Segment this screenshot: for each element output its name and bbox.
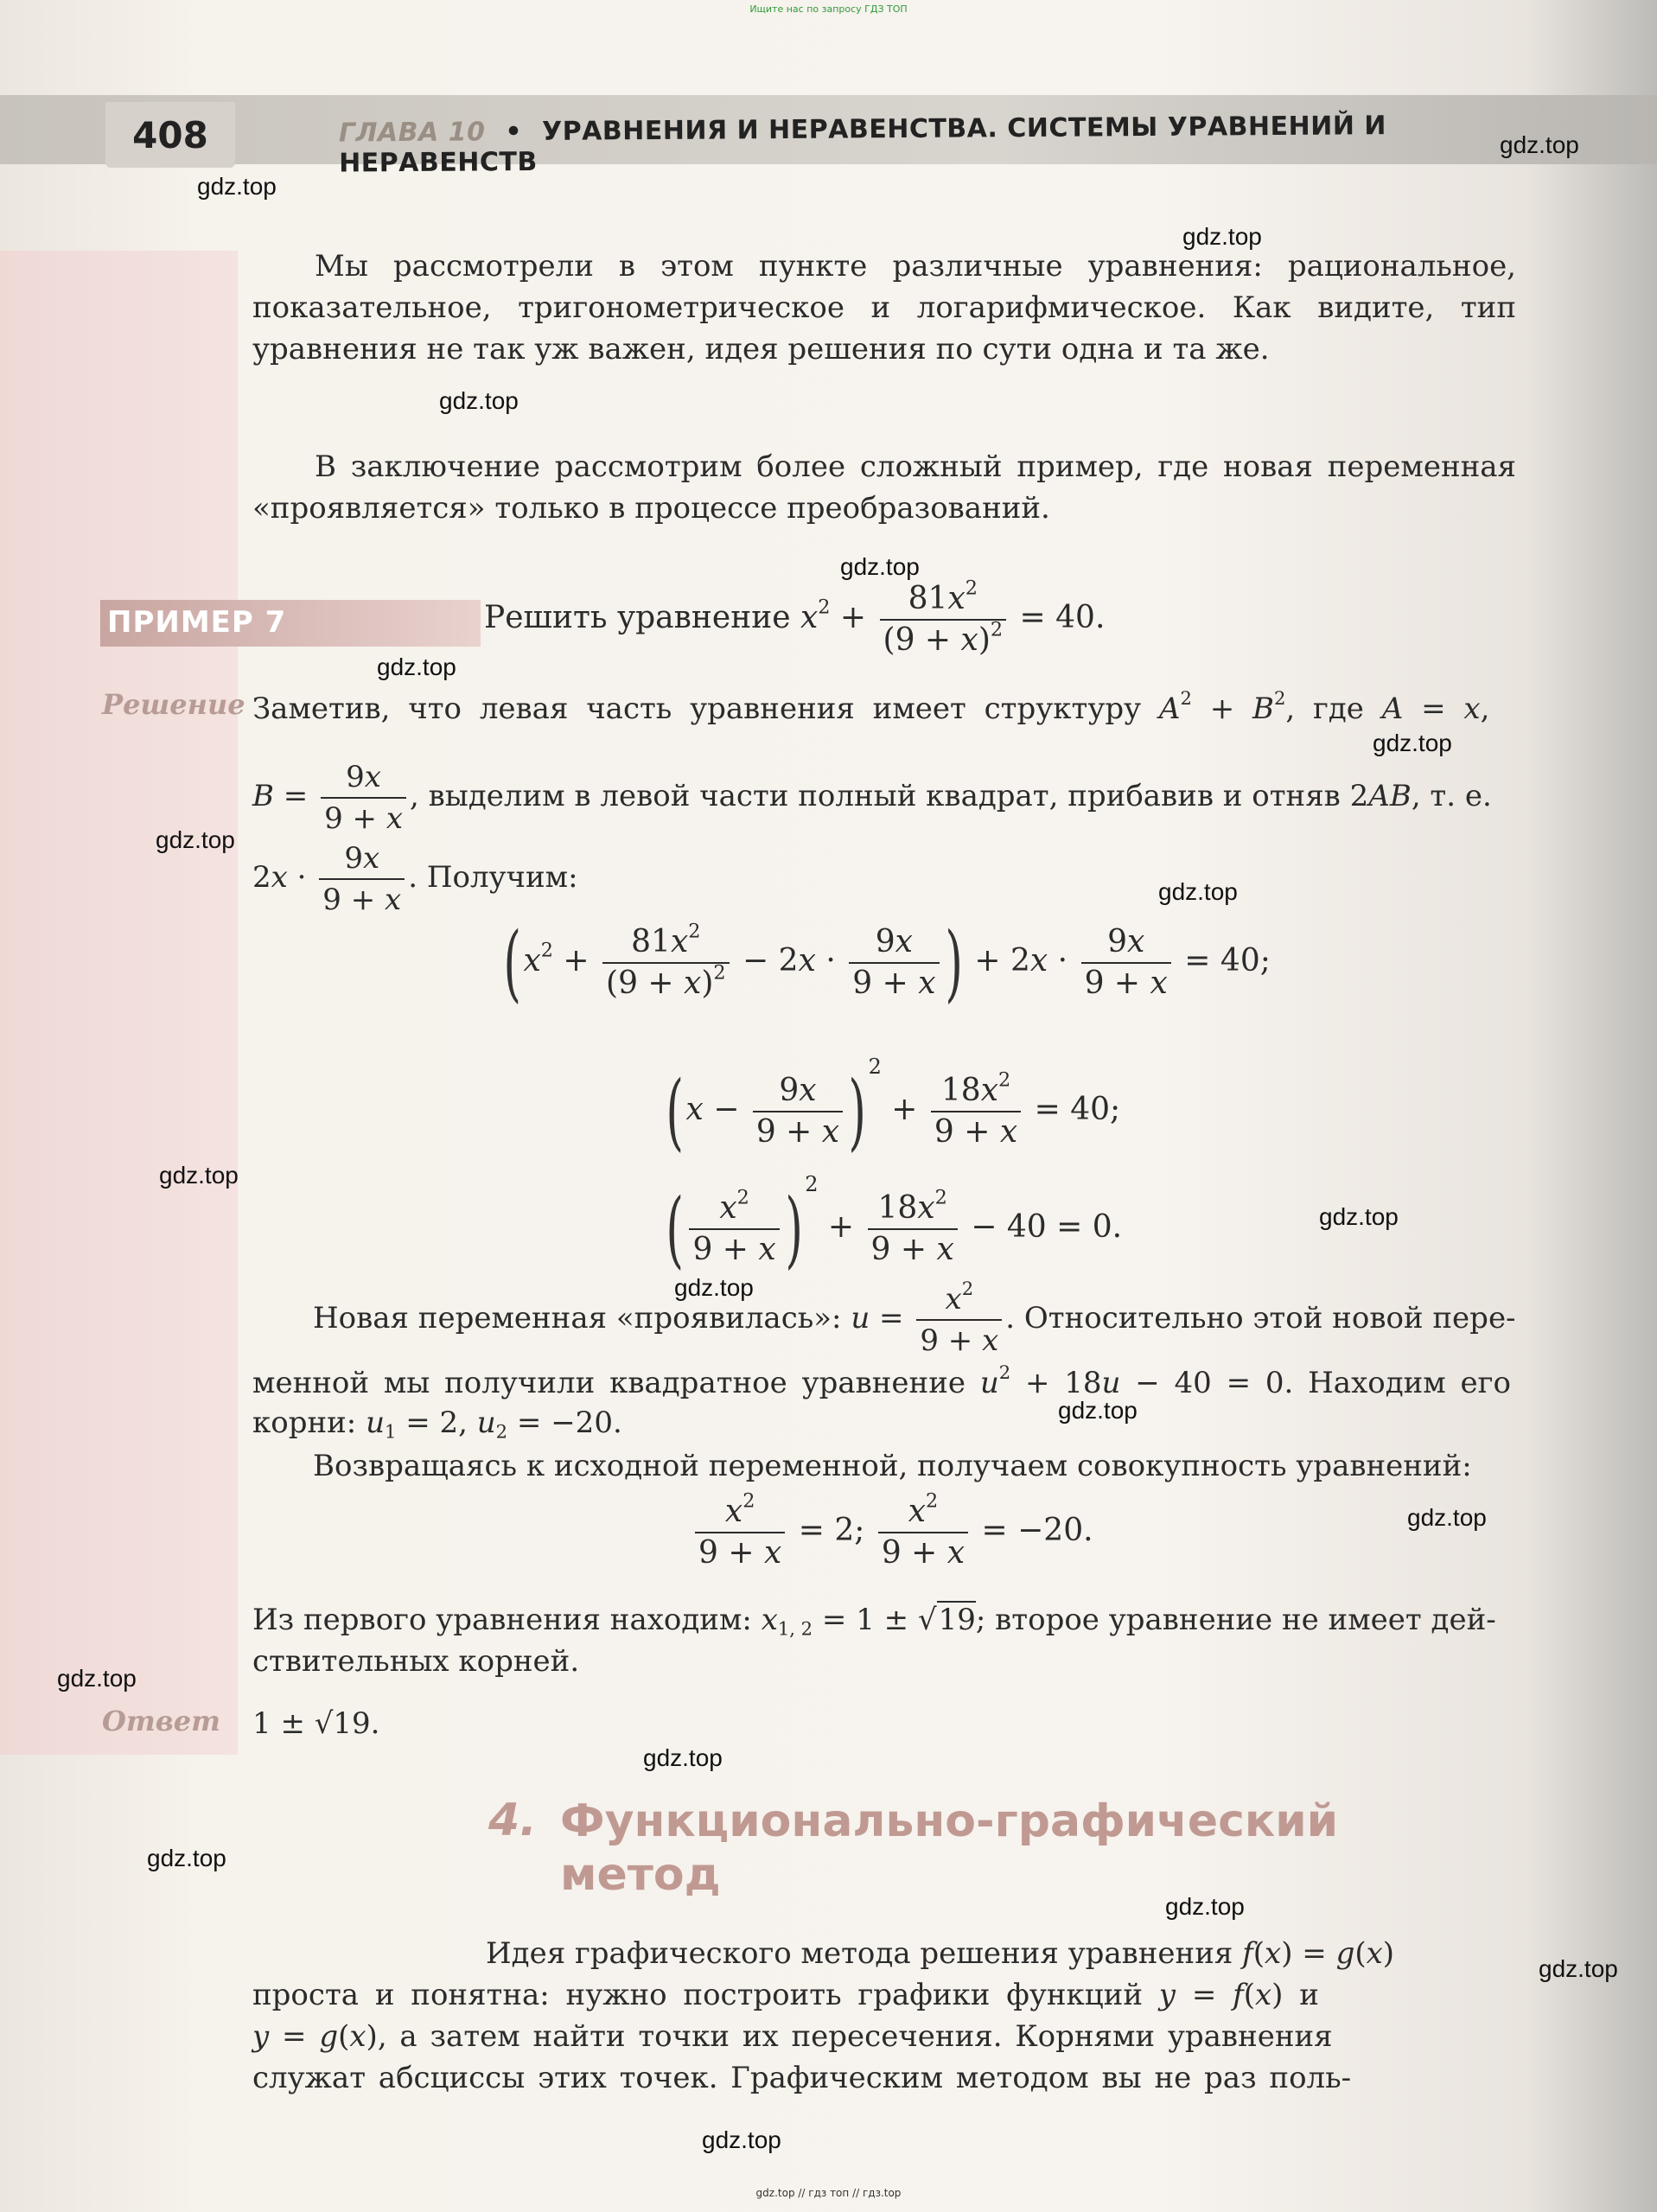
bottom-watermark: gdz.top // гдз топ // гдз.top [755, 2187, 902, 2199]
fraction: $\frac{9x}{9 + x}$ [849, 922, 939, 1004]
solution-text: Заметив, что левая часть уравнения имеет структуру [252, 692, 1142, 726]
first-equation-line: Из первого уравнения находим: $x_{1, 2} = 1 \pm √19$; второе уравнение не имеет дей- [252, 1603, 1496, 1640]
intro-paragraph: Мы рассмотрели в этом пункте различные уравнения: рациональное, показательное, тригонометрическое и логарифмическое. Как видите, тип уравнения не так уж важен, идея решения по сути одна и та же. [252, 249, 1516, 367]
section-title: Функционально-графический метод [560, 1795, 1339, 1901]
watermark-text: gdz.top [1058, 1397, 1138, 1424]
fraction: $\frac{81x^2}{(9 + x)^2}$ [602, 922, 730, 1004]
watermark-text: gdz.top [840, 553, 920, 580]
fraction: $\frac{81x^2}{(9 + x)^2}$ [880, 579, 1007, 660]
equation-2: (x − $\frac{9x}{9 + x}$ ) $^2$ + $\frac{18x^2}{9 + x}$ = 40; [666, 1055, 1121, 1160]
watermark-text: gdz.top [197, 173, 277, 200]
final-line-1: Идея графического метода решения уравнения f(x) = g(x) [486, 1936, 1395, 1971]
fraction: $\frac{x^2}{9 + x}$ [916, 1279, 1002, 1361]
fraction: $\frac{9x}{9 + x}$ [753, 1071, 843, 1152]
fraction: $\frac{18x^2}{9 + x}$ [931, 1071, 1021, 1152]
chapter-separator: • [505, 117, 523, 148]
final-line-4: служат абсциссы этих точек. Графическим методом вы не раз поль- [252, 2061, 1352, 2095]
watermark-text: gdz.top [1158, 878, 1238, 905]
fraction: $\frac{18x^2}{9 + x}$ [868, 1189, 958, 1270]
equation-set: $\frac{x^2}{9 + x}$ = 2; $\frac{x^2}{9 + x}$ = −20. [691, 1492, 1093, 1573]
watermark-text: gdz.top [1182, 223, 1262, 250]
quadratic-line: менной мы получили квадратное уравнение $u^2 + 18u - 40 = 0$. Находим его [252, 1361, 1511, 1400]
watermark-text: gdz.top [643, 1744, 723, 1771]
final-text: проста и понятна: нужно построить графики функций [252, 1978, 1143, 2012]
watermark-text: gdz.top [1373, 730, 1452, 756]
final-text: , а затем найти точки их пересечения. Корнями уравнения [377, 2019, 1333, 2054]
where-text: , где [1285, 692, 1364, 726]
watermark-text: gdz.top [147, 1845, 226, 1871]
watermark-text: gdz.top [1319, 1203, 1399, 1230]
new-variable-line: Новая переменная «проявилась»: u = $\frac{x^2}{9 + x}$ . Относительно этой новой пере- [313, 1279, 1516, 1361]
answer-value: 1 ± √19. [252, 1706, 380, 1741]
final-line-3: y = g(x), а затем найти точки их пересечения. Корнями уравнения [252, 2019, 1333, 2054]
margin-column [0, 251, 238, 1755]
solution-line-2: B = $\frac{9x}{9 + x}$ , выделим в левой части полный квадрат, прибавив и отняв 2AB, т. е. [252, 757, 1492, 838]
top-watermark: Ищите нас по запросу ГДЗ ТОП [749, 3, 908, 15]
page-number: 408 [105, 102, 235, 168]
fraction: $\frac{9x}{9 + x}$ [319, 838, 405, 920]
solution-label: Решение [102, 688, 245, 721]
solution-line-3: 2x · $\frac{9x}{9 + x}$ . Получим: [252, 838, 578, 920]
new-var-text: . Относительно этой новой пере- [1005, 1301, 1516, 1335]
te-text: , т. е. [1411, 779, 1492, 813]
fraction: $\frac{x^2}{9 + x}$ [878, 1492, 968, 1573]
final-line-2: проста и понятна: нужно построить графики функций y = f(x) и [252, 1978, 1319, 2012]
solution-text: , выделим в левой части полный квадрат, прибавив и отняв [410, 779, 1341, 813]
watermark-text: gdz.top [1407, 1504, 1487, 1531]
fraction: $\frac{9x}{9 + x}$ [1081, 922, 1171, 1004]
watermark-text: gdz.top [1165, 1893, 1245, 1920]
example-task: Решить уравнение $x^2$ + $\frac{81x^2}{(9 + x)^2}$ = 40. [484, 579, 1105, 660]
watermark-text: gdz.top [674, 1274, 754, 1301]
watermark-text: gdz.top [159, 1162, 239, 1189]
watermark-text: gdz.top [439, 387, 519, 414]
final-text: Идея графического метода решения уравнения [486, 1936, 1233, 1971]
example-label-bar [100, 600, 481, 647]
chapter-title: УРАВНЕНИЯ И НЕРАВЕНСТВА. СИСТЕМЫ УРАВНЕНИЙ И НЕРАВЕНСТВ [339, 111, 1387, 179]
equation-3: ( $\frac{x^2}{9 + x}$ ) $^2$ + $\frac{18x^2}{9 + x}$ − 40 = 0. [666, 1172, 1123, 1278]
watermark-text: gdz.top [1500, 131, 1579, 158]
watermark-text: gdz.top [377, 653, 456, 680]
new-var-text: Новая переменная «проявилась»: [313, 1301, 842, 1335]
task-text: Решить уравнение [484, 600, 791, 635]
section-number: 4. [488, 1794, 537, 1846]
watermark-text: gdz.top [1539, 1955, 1618, 1982]
find-roots-text: . Находим его [1284, 1366, 1511, 1400]
first-equation-line-2: ствительных корней. [252, 1644, 580, 1679]
first-eq-text: Из первого уравнения находим: [252, 1603, 752, 1637]
chapter-label: ГЛАВА 10 [338, 117, 486, 149]
roots-text: корни: [252, 1406, 357, 1440]
fraction: $\frac{9x}{9 + x}$ [321, 757, 406, 838]
conclusion-paragraph: В заключение рассмотрим более сложный пример, где новая переменная «проявляется» только в процессе преобразований. [252, 449, 1516, 526]
solution-line-1: Заметив, что левая часть уравнения имеет структуру $A^2 + B^2$, где A = x, [252, 687, 1490, 726]
watermark-text: gdz.top [156, 826, 235, 853]
equation-1: ($x^2$ + $\frac{81x^2}{(9 + x)^2}$ − 2x · $\frac{9x}{9 + x}$ ) + 2x · $\frac{9x}{9 + x}$ = 40; [503, 915, 1271, 1011]
example-label: ПРИМЕР 7 [107, 605, 287, 640]
we-get-text: . Получим: [408, 860, 578, 895]
return-line: Возвращаясь к исходной переменной, получаем совокупность уравнений: [313, 1449, 1472, 1483]
quad-text: менной мы получили квадратное уравнение [252, 1366, 966, 1400]
fraction: $\frac{x^2}{9 + x}$ [695, 1492, 785, 1573]
answer-label: Ответ [102, 1705, 220, 1737]
chapter-header [339, 110, 1463, 178]
roots-line: корни: $u_1 = 2$, $u_2 = -20$. [252, 1406, 622, 1443]
fraction: $\frac{x^2}{9 + x}$ [689, 1189, 779, 1270]
first-eq-text: ; второе уравнение не имеет дей- [975, 1603, 1496, 1637]
watermark-text: gdz.top [702, 2126, 781, 2153]
watermark-text: gdz.top [57, 1665, 137, 1692]
